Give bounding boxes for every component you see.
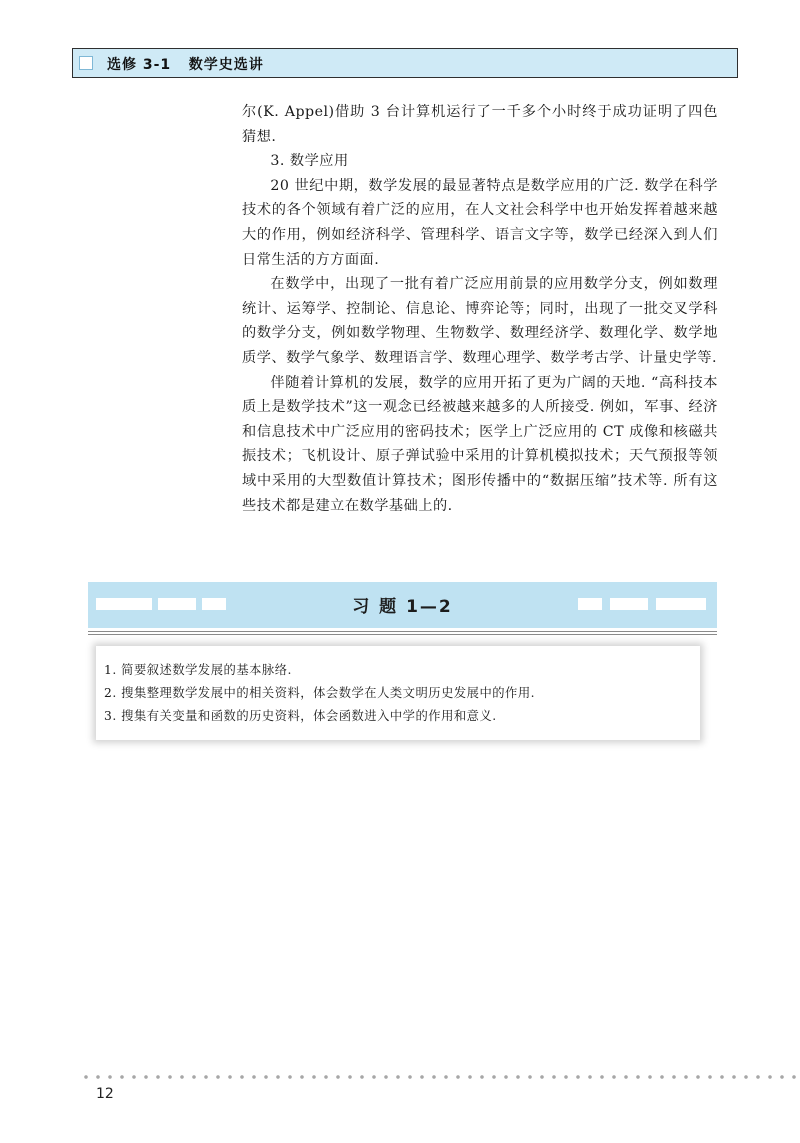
exercise-title: 习 题 1—2 bbox=[352, 597, 453, 617]
paragraph-continuation: 尔(K. Appel)借助 3 台计算机运行了一千多个小时终于成功证明了四色猜想. bbox=[242, 104, 718, 145]
page-number: 12 bbox=[96, 1086, 114, 1102]
exercise-list bbox=[104, 659, 700, 728]
body-text bbox=[242, 100, 718, 518]
chapter-header bbox=[72, 48, 738, 78]
footer-dotted-rule bbox=[80, 1074, 800, 1080]
divider bbox=[88, 634, 717, 635]
exercise-list-box bbox=[96, 646, 700, 740]
section-heading: 3. 数学应用 bbox=[270, 153, 349, 170]
header-square-icon bbox=[79, 56, 93, 70]
header-title: 选修 3-1 数学史选讲 bbox=[107, 57, 264, 73]
exercise-item: 1. 简要叙述数学发展的基本脉络. bbox=[104, 663, 292, 677]
paragraph: 伴随着计算机的发展，数学的应用开拓了更为广阔的天地. “高科技本质上是数学技术”这一观念已经被越来越多的人所接受. 例如，军事、经济和信息技术中广泛应用的密码技术；医学上广泛应用的 CT 成像和核磁共振技术；飞机设计、原子弹试验中采用的计算机模拟技术；天气预报等领域中采用的大型数值计算技术；图形传播中的“数据压缩”技术等. 所有这些技术都是建立在数学基础上的. bbox=[242, 374, 718, 514]
paragraph: 在数学中，出现了一批有着广泛应用前景的应用数学分支，例如数理统计、运筹学、控制论、信息论、博弈论等；同时，出现了一批交叉学科的数学分支，例如数学物理、生物数学、数理经济学、数理化学、数学地质学、数学气象学、数理语言学、数理心理学、数学考古学、计量史学等. bbox=[242, 276, 718, 366]
exercise-item: 2. 搜集整理数学发展中的相关资料，体会数学在人类文明历史发展中的作用. bbox=[104, 686, 536, 700]
exercise-item: 3. 搜集有关变量和函数的历史资料，体会函数进入中学的作用和意义. bbox=[104, 709, 497, 723]
exercise-banner bbox=[88, 582, 717, 628]
divider bbox=[88, 631, 717, 632]
paragraph: 20 世纪中期，数学发展的最显著特点是数学应用的广泛. 数学在科学技术的各个领域有着广泛的应用，在人文社会科学中也开始发挥着越来越大的作用，例如经济科学、管理科学、语言文字等，数学已经深入到人们日常生活的方方面面. bbox=[242, 177, 718, 268]
